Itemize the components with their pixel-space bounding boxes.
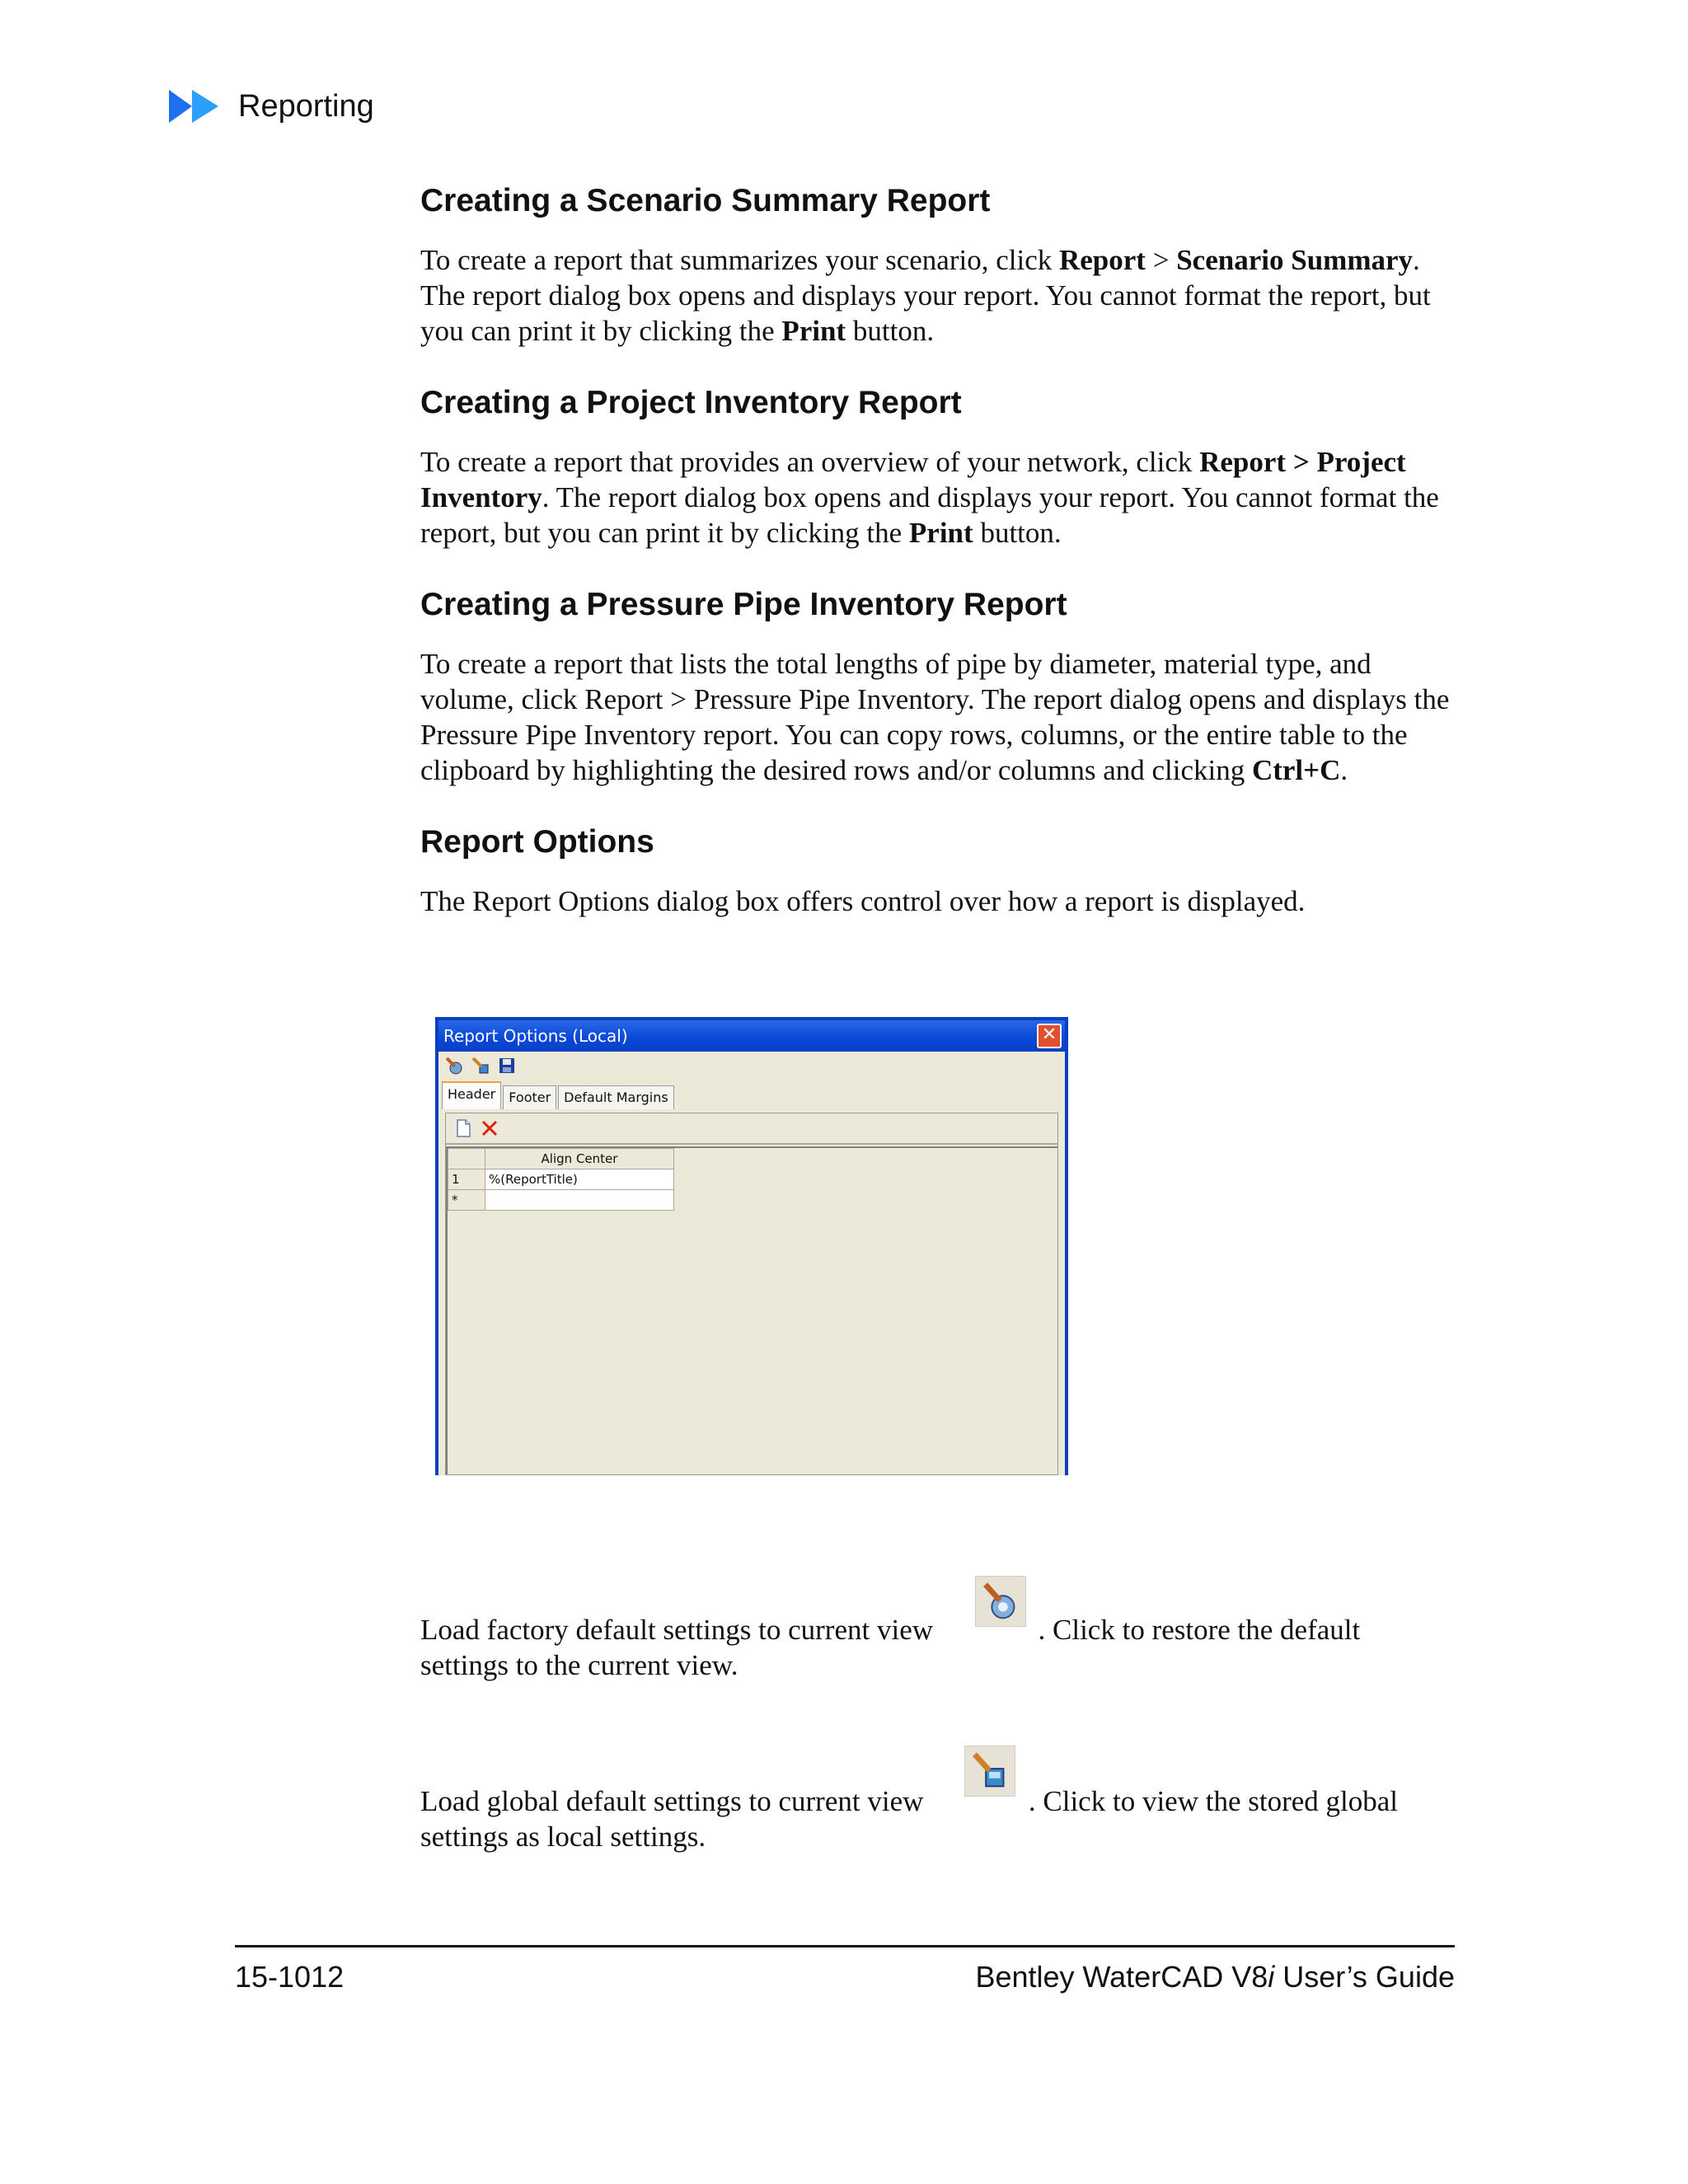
paragraph-report-options: The Report Options dialog box offers control over how a report is displayed. (420, 885, 1306, 917)
header-table (448, 1148, 674, 1211)
paragraph-scenario-summary: To create a report that summarizes your scenario, click Report > Scenario Summary. The report dialog box opens and displays your report. You cannot format the report, but you can print it by clicking the Print button. (420, 244, 1431, 347)
factory-defaults-icon (975, 1576, 1026, 1627)
heading-report-options: Report Options (420, 824, 654, 860)
row-number[interactable]: * (448, 1190, 485, 1211)
tab-header[interactable]: Header (442, 1081, 501, 1109)
dialog-toolbar (438, 1052, 1065, 1080)
tab-panel (445, 1113, 1058, 1475)
table-row (448, 1190, 674, 1211)
grid-cell[interactable]: %(ReportTitle) (485, 1169, 674, 1190)
dialog-titlebar (438, 1020, 1065, 1052)
dialog-tabs (438, 1085, 1065, 1109)
delete-icon[interactable] (479, 1118, 500, 1139)
column-header-align-center[interactable]: Align Center (485, 1149, 674, 1169)
item-global-defaults: Load global default settings to current view . Click to view the stored global settings as local settings. (420, 1785, 1399, 1853)
dialog-title: Report Options (Local) (443, 1026, 628, 1046)
panel-toolbar (446, 1113, 1057, 1145)
row-header-corner (448, 1149, 485, 1169)
paragraph-project-inventory: To create a report that provides an overview of your network, click Report > Project Inventory. The report dialog box opens and displays your report. You cannot format the report, but you can print it by clicking the Print button. (420, 446, 1439, 549)
heading-scenario-summary: Creating a Scenario Summary Report (420, 183, 991, 218)
close-icon[interactable]: ✕ (1037, 1024, 1062, 1048)
global-defaults-icon[interactable] (470, 1055, 491, 1076)
item-factory-defaults: Load factory default settings to current view . Click to restore the default settings to the current view. (420, 1614, 1361, 1681)
heading-project-inventory: Creating a Project Inventory Report (420, 385, 962, 420)
header-grid (446, 1146, 1057, 1474)
report-options-dialog (435, 1017, 1068, 1475)
global-defaults-icon (964, 1746, 1015, 1797)
row-number[interactable]: 1 (448, 1169, 485, 1190)
guide-title: Bentley WaterCAD V8i User’s Guide (975, 1960, 1455, 1994)
main-content (420, 183, 1455, 955)
double-arrow-icon (169, 88, 222, 124)
heading-pressure-pipe-inventory: Creating a Pressure Pipe Inventory Report (420, 587, 1067, 622)
section-name: Reporting (238, 88, 374, 124)
table-row (448, 1169, 674, 1190)
new-icon[interactable] (452, 1118, 474, 1139)
page-number: 15-1012 (235, 1960, 345, 1994)
running-header (169, 87, 374, 126)
grid-cell[interactable] (485, 1190, 674, 1211)
tab-default-margins[interactable]: Default Margins (558, 1085, 674, 1109)
footer-rule (235, 1945, 1455, 1947)
paragraph-pressure-pipe-inventory: To create a report that lists the total lengths of pipe by diameter, material type, and volume, click Report > Pressure Pipe Inventory. The report dialog opens and displays the Pressure Pipe Inventory report. You can copy rows, columns, or the entire table to the clipboard by highlighting the desired rows and/or columns and clicking Ctrl+C. (420, 648, 1450, 786)
factory-defaults-icon[interactable] (443, 1055, 465, 1076)
tab-footer[interactable]: Footer (503, 1085, 556, 1109)
save-icon[interactable] (496, 1055, 518, 1076)
table-header-row (448, 1149, 674, 1169)
